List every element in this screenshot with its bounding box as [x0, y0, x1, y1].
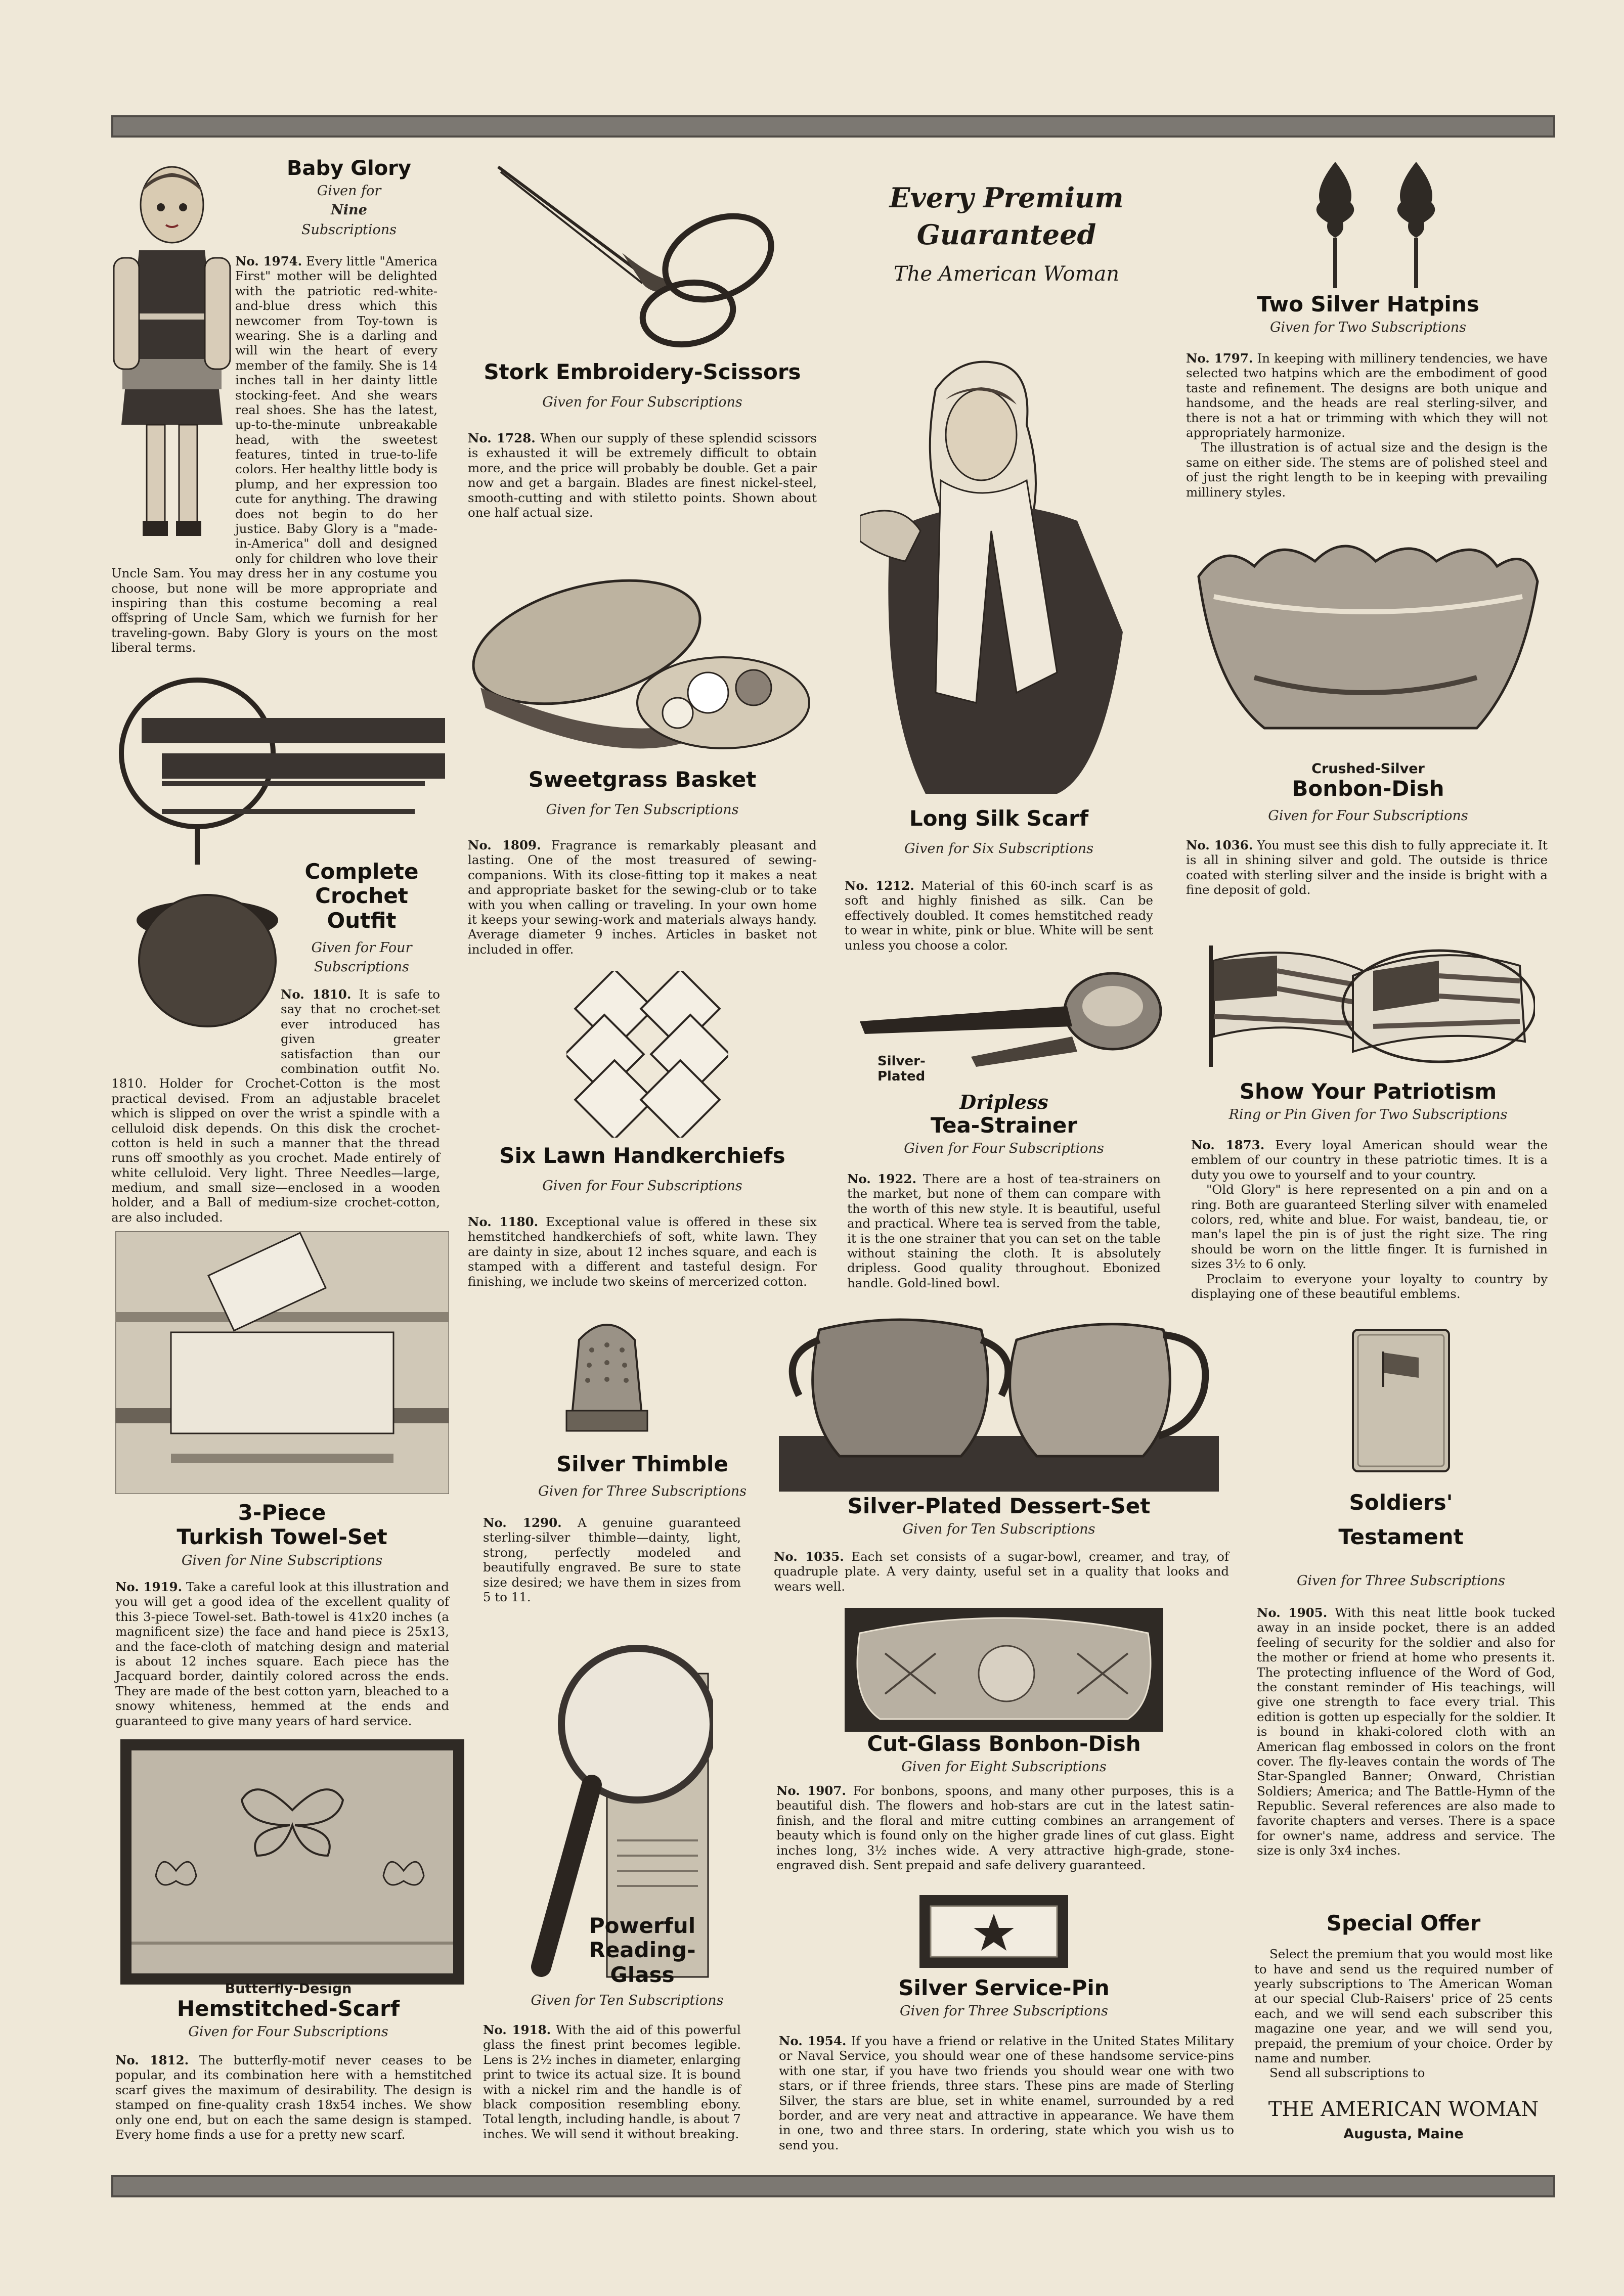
- bonbon-description: [1186, 838, 1548, 897]
- patriotism-title: Show Your Patriotism: [1239, 1079, 1497, 1104]
- reading-given: Given for Ten Subscriptions: [531, 1993, 724, 2008]
- bonbon-title: Bonbon-Dish: [1292, 776, 1444, 801]
- hemscarf-label: Butterfly-Design: [225, 1981, 352, 1997]
- reading-title-3: Glass: [610, 1962, 675, 1987]
- special-offer-body: [1254, 1947, 1553, 2081]
- testament-heading: [1295, 1491, 1507, 1550]
- reading-description: [483, 2022, 741, 2141]
- special-offer-text-2: Send all subscriptions to: [1269, 2065, 1425, 2081]
- reading-given-wrap: [470, 1990, 784, 2009]
- handkerchiefs-title: Six Lawn Handkerchiefs: [499, 1143, 785, 1168]
- reading-heading: [556, 1914, 728, 1987]
- bonbon-text: You must see this dish to fully appreciate it. It is all in shining silver and gold. The outside is thrice coated with sterling silver and the inside is bright with a fine deposit of gold.: [1186, 838, 1548, 897]
- patriotism-given: Ring or Pin Given for Two Subscriptions: [1228, 1107, 1508, 1123]
- thimble-heading: [468, 1452, 817, 1500]
- handkerchiefs-heading: [468, 1144, 817, 1195]
- basket-heading: [468, 768, 817, 819]
- reading-title-1: Powerful: [589, 1913, 696, 1938]
- baby-glory-number: No. 1974.: [235, 254, 302, 268]
- bonbon-dish-illustration: [1194, 526, 1543, 748]
- testament-given-wrap: [1254, 1570, 1548, 1589]
- testament-illustration: [1348, 1327, 1454, 1474]
- servicepin-heading: [774, 1976, 1234, 2020]
- publisher-name: THE AMERICAN WOMAN: [1268, 2097, 1539, 2121]
- hemscarf-text: The butterfly-motif never ceases to be popular, and its combination here with a hemstitched scarf gives the maximum of desirability. The design is stamped on fine-quality crash 18x54 inches. We show only one end, but on each the same design is stamped. Every home finds a use for a pretty new scarf.: [115, 2053, 472, 2142]
- testament-given: Given for Three Subscriptions: [1297, 1573, 1505, 1589]
- thimble-number: No. 1290.: [483, 1515, 562, 1530]
- patriotism-heading: [1183, 1079, 1553, 1123]
- flag-pin-ring-illustration: [1201, 940, 1535, 1077]
- scissors-heading: [465, 360, 819, 411]
- crochet-title-1: Complete: [304, 859, 419, 884]
- baby-glory-given-2: Nine: [331, 202, 367, 218]
- hatpins-text-2: The illustration is of actual size and the design is the same on either side. The stems are of polished steel and of just the right length to be in keeping with prevailing millinery styles.: [1186, 440, 1548, 500]
- servicepin-text: If you have a friend or relative in the United States Military or Naval Service, you should wear one of these handsome service-pins with one star, if you have two friends you should wear one with two stars, or if three friends, three stars. These pins are made of Sterling Silver, the stars are blue, set in white enamel, surrounded by a red border, and are very neat and attractive in appearance. We have them in one, two and three stars. In ordering, state which you wish us to send you.: [779, 2034, 1234, 2152]
- strainer-label-2: Plated: [877, 1068, 926, 1084]
- dessert-number: No. 1035.: [774, 1549, 844, 1564]
- strainer-label: [877, 1054, 926, 1085]
- strainer-title-2: Tea-Strainer: [930, 1112, 1078, 1138]
- strainer-heading: [845, 1091, 1163, 1157]
- premium-subtitle: The American Woman: [894, 262, 1119, 286]
- strainer-given: Given for Four Subscriptions: [904, 1140, 1104, 1156]
- bonbon-heading: [1183, 761, 1553, 825]
- dessert-title: Silver-Plated Dessert-Set: [847, 1494, 1151, 1518]
- hatpins-heading: [1183, 292, 1553, 336]
- handkerchiefs-description: [468, 1214, 817, 1289]
- strainer-title-1: Dripless: [959, 1091, 1048, 1113]
- premium-title-line-1: Every Premium: [889, 182, 1124, 214]
- cut-glass-dish-illustration: [845, 1608, 1163, 1732]
- testament-title-1: Soldiers': [1349, 1490, 1453, 1515]
- baby-glory-given-3: Subscriptions: [301, 221, 397, 238]
- servicepin-given: Given for Three Subscriptions: [900, 2003, 1108, 2019]
- thimble-illustration: [551, 1310, 663, 1441]
- servicepin-description: [779, 2034, 1234, 2152]
- towel-text: Take a careful look at this illustration and you will get a good idea of the excellent quality of this 3-piece Towel-set. Bath-towel is 41x20 inches (a magnificent size) the face and hand piece is 25x13, and the face-cloth of matching design and material is about 12 inches square. Each piece has the Jacquard border, daintily colored across the ends. They are made of the best cotton yarn, bleached to a snowy whiteness, hemmed at the ends and guaranteed to give many years of hard service.: [115, 1580, 449, 1728]
- scissors-text: When our supply of these splendid scissors is exhausted it will be extremely difficult to obtain more, and the price will probably be double. Get a pair now and get a bargain. Blades are finest nickel-steel, smooth-cutting and with stiletto points. Shown about one half actual size.: [468, 431, 817, 520]
- cutglass-description: [776, 1783, 1234, 1872]
- dessert-description: [774, 1549, 1229, 1594]
- handkerchiefs-number: No. 1180.: [468, 1214, 539, 1229]
- strainer-description: [847, 1172, 1161, 1290]
- basket-number: No. 1809.: [468, 838, 541, 852]
- dessert-given: Given for Ten Subscriptions: [902, 1521, 1095, 1538]
- scissors-illustration: [496, 162, 789, 354]
- servicepin-number: No. 1954.: [779, 2034, 847, 2048]
- patriotism-text-3: Proclaim to everyone your loyalty to country by displaying one of these beautiful emblems.: [1191, 1271, 1548, 1301]
- servicepin-title: Silver Service-Pin: [898, 1975, 1110, 2000]
- bonbon-label: Crushed-Silver: [1311, 761, 1425, 777]
- dessert-set-illustration: [769, 1310, 1229, 1492]
- baby-glory-title: Baby Glory: [287, 157, 411, 180]
- special-offer-text: Select the premium that you would most like to have and send us the required number of yearly subscriptions to The American Woman at our special Club-Raisers' price of 25 cents each, and we will send each subscriber this magazine one year, and we will send you, prepaid, the premium of your choice. Order by name and number.: [1254, 1947, 1553, 2066]
- hatpins-illustration: [1300, 157, 1462, 293]
- service-pin-illustration: [918, 1894, 1070, 1969]
- thimble-description: [483, 1515, 741, 1604]
- hatpins-given: Given for Two Subscriptions: [1269, 320, 1467, 336]
- baby-glory-description: [111, 254, 437, 655]
- reading-text: With the aid of this powerful glass the finest print becomes legible. Lens is 2½ inches in diameter, enlarging print to twice its actual size. It is bound with a nickel rim and the handle is of black composition resembling ebony. Total length, including handle, is about 7 inches. We will send it without breaking.: [483, 2022, 741, 2141]
- basket-title: Sweetgrass Basket: [528, 767, 757, 792]
- woman-scarf-illustration: [860, 349, 1138, 799]
- towel-number: No. 1919.: [115, 1580, 183, 1594]
- dessert-text: Each set consists of a sugar-bowl, creamer, and tray, of quadruple plate. A very dainty, useful set in a quality that looks and wears well.: [774, 1549, 1229, 1594]
- crochet-given-1: Given for Four: [311, 939, 412, 956]
- crochet-text: It is safe to say that no crochet-set ever introduced has given greater satisfaction than our combination outfit No. 1810. Holder for Crochet-Cotton is the most practical devised. From an adjustable bracelet which is slipped on over the wrist a spindle with a celluloid disk depends. On this disk the crochet-cotton is held in such a manner that the thread runs off smoothly as you crochet. Made entirely of white celluloid. Very light. Three Needles—large, medium, and small size—enclosed in a wooden holder, and a Ball of medium-size crochet-cotton, are also included.: [111, 987, 441, 1225]
- patriotism-description: [1191, 1138, 1548, 1301]
- towel-title-2: Turkish Towel-Set: [177, 1524, 387, 1550]
- scarf-text: Material of this 60-inch scarf is as soft and highly finished as silk. Can be effectively doubled. It comes hemstitched ready to wear in white, pink or blue. White will be sent unless you choose a color.: [845, 878, 1153, 953]
- scarf-title: Long Silk Scarf: [909, 806, 1089, 831]
- testament-number: No. 1905.: [1257, 1605, 1328, 1620]
- scissors-title: Stork Embroidery-Scissors: [484, 359, 801, 384]
- premium-title-line-2: Guaranteed: [916, 218, 1096, 251]
- scarf-description: [845, 878, 1153, 953]
- reading-title-2: Reading-: [589, 1938, 696, 1963]
- crochet-given-2: Subscriptions: [314, 959, 409, 975]
- thimble-title: Silver Thimble: [556, 1452, 728, 1476]
- basket-text: Fragrance is remarkably pleasant and lasting. One of the most treasured of sewing-companions. With its close-fitting top it makes a neat and appropriate basket for the sewing-club or to take with you when calling or traveling. In your own home it keeps your sewing-work and materials always handy. Average diameter 9 inches. Articles in basket not included in offer.: [468, 838, 817, 957]
- bottom-rule: [111, 2175, 1555, 2197]
- hemstitched-scarf-illustration: [120, 1739, 464, 1985]
- crochet-title-3: Outfit: [327, 908, 397, 933]
- scarf-number: No. 1212.: [845, 878, 914, 893]
- cutglass-number: No. 1907.: [776, 1783, 846, 1798]
- hatpins-number: No. 1797.: [1186, 351, 1253, 366]
- hatpins-text-1: In keeping with millinery tendencies, we have selected two hatpins which are the embodiment of good taste and refinement. The designs are both unique and handsome, and the heads are real sterling-silver, and there is not a hat or trimming with which they will not appropriately harmonize.: [1186, 351, 1548, 440]
- bonbon-given: Given for Four Subscriptions: [1268, 808, 1468, 824]
- strainer-text: There are a host of tea-strainers on the market, but none of them can compare with the worth of this new style. It is beautiful, useful and practical. Where tea is served from the table, it is the one strainer that you can set on the table without staining the cloth. It is absolutely dripless. Good quality throughout. Ebonized handle. Gold-lined bowl.: [847, 1172, 1161, 1290]
- towel-heading: [114, 1501, 450, 1569]
- strainer-number: No. 1922.: [847, 1172, 917, 1186]
- patriotism-text-2: "Old Glory" is here represented on a pin and on a ring. Both are guaranteed Sterling silver with enameled colors, red, white and blue. For waist, bandeau, tie, or man's lapel the pin is of just the right size. The ring should be worn on the little finger. It is furnished in sizes 3½ to 6 only.: [1191, 1182, 1548, 1272]
- testament-text: With this neat little book tucked away in an inside pocket, there is an added feeling of security for the soldier and also for the mother or friend at home who presents it. The protecting influence of the Word of God, the constant reminder of His teachings, will give one strength to face every trial. This edition is gotten up especially for the soldier. It is bound in khaki-colored cloth with an American flag embossed in colors on the front cover. The fly-leaves contain the words of The Star-Spangled Banner; Onward, Christian Soldiers; America; and The Battle-Hymn of the Republic. Several references are also made to favorite chapters and verses. There is a space for owner's name, address and service. The size is only 3x4 inches.: [1257, 1605, 1555, 1858]
- strainer-label-1: Silver-: [877, 1054, 926, 1069]
- hemscarf-heading: [114, 1981, 463, 2041]
- reading-number: No. 1918.: [483, 2022, 551, 2037]
- baby-glory-given-1: Given for: [317, 183, 381, 199]
- bonbon-number: No. 1036.: [1186, 838, 1253, 852]
- basket-illustration: [470, 561, 814, 763]
- handkerchiefs-given: Given for Four Subscriptions: [542, 1178, 742, 1194]
- premium-header: [870, 179, 1143, 286]
- scarf-given: Given for Six Subscriptions: [904, 841, 1094, 857]
- hemscarf-given: Given for Four Subscriptions: [188, 2024, 388, 2040]
- towel-given: Given for Nine Subscriptions: [181, 1552, 383, 1568]
- cutglass-given: Given for Eight Subscriptions: [901, 1759, 1107, 1775]
- thimble-text: A genuine guaranteed sterling-silver thimble—dainty, light, strong, perfectly modeled and beautifully engraved. Be sure to state size desired; we have them in sizes from 5 to 11.: [483, 1515, 741, 1604]
- thimble-given: Given for Three Subscriptions: [538, 1483, 747, 1500]
- baby-glory-heading: [263, 157, 435, 238]
- testament-title-2: Testament: [1338, 1524, 1464, 1550]
- crochet-description: [111, 987, 440, 1225]
- cutglass-title: Cut-Glass Bonbon-Dish: [867, 1731, 1141, 1756]
- handkerchiefs-text: Exceptional value is offered in these six hemstitched handkerchiefs of soft, white lawn. They are dainty in size, about 12 inches square, and each is stamped with a different and tasteful design. For finishing, we include two skeins of mercerized cotton.: [468, 1214, 817, 1289]
- scissors-description: [468, 431, 817, 520]
- patriotism-text-1: Every loyal American should wear the emblem of our country in these patriotic times. It is a duty you owe to yourself and to your country.: [1191, 1138, 1548, 1182]
- hemscarf-description: [115, 2053, 472, 2142]
- hatpins-description: [1186, 351, 1548, 500]
- basket-description: [468, 838, 817, 957]
- crochet-heading: [283, 860, 440, 976]
- cutglass-heading: [774, 1732, 1234, 1776]
- scarf-heading: [842, 806, 1156, 858]
- dessert-heading: [769, 1494, 1229, 1538]
- basket-given: Given for Ten Subscriptions: [546, 802, 739, 818]
- towel-set-illustration: [115, 1231, 449, 1494]
- towel-title-1: 3-Piece: [238, 1500, 326, 1525]
- special-offer-title: Special Offer: [1326, 1911, 1481, 1935]
- publisher-city: Augusta, Maine: [1343, 2126, 1464, 2142]
- cutglass-text: For bonbons, spoons, and many other purposes, this is a beautiful dish. The flowers and hob-stars are cut in the latest satin-finish, and the floral and mitre cutting combines an arrangement of beauty which is found only on the higher grade lines of cut glass. Eight inches long, 3½ inches wide. A very attractive high-grade, stone-engraved dish. Sent prepaid and safe delivery guaranteed.: [776, 1783, 1234, 1872]
- scissors-given: Given for Four Subscriptions: [542, 394, 742, 411]
- towel-description: [115, 1580, 449, 1728]
- scissors-number: No. 1728.: [468, 431, 536, 445]
- hatpins-title: Two Silver Hatpins: [1257, 292, 1479, 317]
- top-rule: [111, 115, 1555, 138]
- handkerchiefs-illustration: [566, 971, 728, 1138]
- patriotism-number: No. 1873.: [1191, 1138, 1265, 1152]
- special-offer: [1254, 1911, 1553, 2142]
- hemscarf-number: No. 1812.: [115, 2053, 189, 2067]
- crochet-number: No. 1810.: [281, 987, 352, 1002]
- crochet-title-2: Crochet: [315, 883, 408, 909]
- hemscarf-title: Hemstitched-Scarf: [177, 1996, 400, 2021]
- testament-description: [1257, 1605, 1555, 1858]
- baby-glory-text: Every little "America First" mother will be delighted with the patriotic red-white-and-blue dress which this newcomer from Toy-town is wearing. She is a darling and will win the heart of every member of the family. She is 14 inches tall in her dainty little stocking-feet. And she wears real shoes. She has the latest, up-to-the-minute unbreakable head, with the sweetest features, tinted in true-to-life colors. Her healthy little body is plump, and her expression too cute for anything. The drawing does not begin to do her justice. Baby Glory is a "made-in-America" doll and designed only for children who love their Uncle Sam. You may dress her in any costume you choose, but none will be more appropriate and inspiring than this costume becoming a real offspring of Uncle Sam, which we furnish for her traveling-gown. Baby Glory is yours on the most liberal terms.: [111, 254, 438, 655]
